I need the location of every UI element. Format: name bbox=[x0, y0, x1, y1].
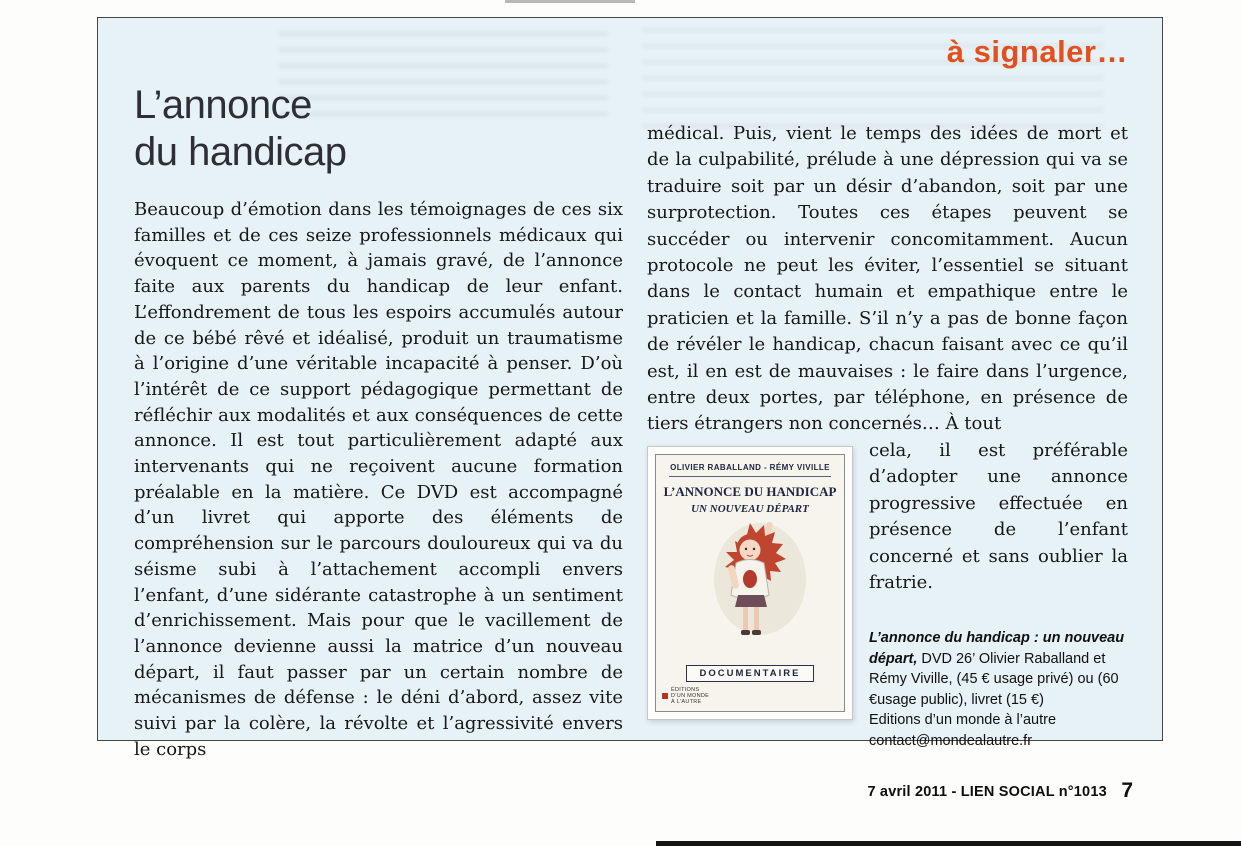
article-title bbox=[134, 82, 623, 176]
publisher-logo-text bbox=[671, 687, 709, 705]
scan-edge-artifact-bottom bbox=[656, 841, 1241, 846]
magazine-page bbox=[97, 17, 1163, 760]
page-footer bbox=[97, 779, 1163, 803]
left-column bbox=[134, 82, 623, 762]
dvd-title: L’ANNONCE DU HANDICAP bbox=[663, 483, 837, 499]
dvd-divider-rule bbox=[669, 476, 831, 477]
publisher-line2: D’UN MONDE bbox=[671, 692, 710, 699]
article-title-line1: L’annonce bbox=[134, 83, 312, 127]
footer-issue-label: 7 avril 2011 - LIEN SOCIAL n°1013 bbox=[867, 784, 1107, 800]
scan-edge-artifact-top bbox=[505, 0, 635, 3]
girl-illustration-svg bbox=[688, 517, 812, 647]
footer-page-number: 7 bbox=[1121, 779, 1133, 802]
dvd-genre-label: DOCUMENTAIRE bbox=[686, 665, 815, 682]
article-body-right-part1: médical. Puis, vient le temps des idées de mort et de la culpabilité, prélude à une dépression qui va se traduire soit par un désir d’abandon, soit par une surprotection. Toutes ces étapes peuvent se succéder ou intervenir concomitamment. Aucun protocole ne peut les éviter, l’essentiel se situant dans le contact humain et empathique entre le praticien et la famille. S’il n’y a pas de bonne façon de révéler le handicap, chacun faisant avec ce qu’il est, il en est de mauvaises : le faire dans l’urgence, entre deux portes, par téléphone, en présence de tiers étrangers non concernés… À tout bbox=[647, 123, 1128, 435]
reference-title: L’annonce du handicap : un nouveau départ, bbox=[869, 630, 1125, 667]
publisher-logo bbox=[662, 687, 709, 705]
dvd-authors: OLIVIER RABALLAND - RÉMY VIVILLE bbox=[670, 462, 830, 472]
section-label: à signaler… bbox=[946, 34, 1128, 69]
reference-details: DVD 26’ Olivier Raballand et Rémy Viville, (45 € usage privé) ou (60 €usage public), livret (15 €) bbox=[869, 650, 1119, 708]
publisher-line1: ÉDITIONS bbox=[671, 686, 700, 693]
publisher-line3: À L’AUTRE bbox=[671, 698, 702, 705]
right-column bbox=[647, 121, 1128, 751]
article-title-line2: du handicap bbox=[134, 130, 347, 174]
reference-block bbox=[869, 628, 1128, 751]
dvd-cover bbox=[655, 454, 845, 712]
reference-email: contact@mondealautre.fr bbox=[869, 732, 1033, 749]
publisher-logo-mark bbox=[662, 693, 668, 699]
dvd-subtitle: UN NOUVEAU DÉPART bbox=[691, 502, 809, 515]
reference-publisher: Editions d’un monde à l’autre bbox=[869, 712, 1057, 729]
cover-illustration bbox=[688, 517, 812, 651]
article-body-right-part2: cela, il est préférable d’adopter une annonce progressive effectuée en présence de l’enfant concerné et sans oublier la fratrie. bbox=[869, 439, 1128, 593]
dvd-cover-photo bbox=[647, 446, 853, 720]
article-body-left: Beaucoup d’émotion dans les témoignages de ces six familles et de ces seize professionnels médicaux qui évoquent ce moment, à jamais gravé, de l’annonce faite aux parents du handicap de leur enfant. L’effondrement de tous les espoirs accumulés autour de ce bébé rêvé et idéalisé, produit un traumatisme à l’origine d’une véritable incapacité à penser. D’où l’intérêt de ce support pédagogique permettant de réfléchir aux modalités et aux conséquences de cette annonce. Il est tout particulièrement adapté aux intervenants qui ne reçoivent aucune formation préalable en la matière. Ce DVD est accompagné d’un livret qui apporte des éléments de compréhension sur le parcours douloureux qui va du séisme subi à l’attachement accompli envers l’enfant, d’une sidérante catastrophe à un sentiment d’enrichissement. Mais pour que le vacillement de l’annonce devienne aussi la matrice d’un nouveau départ, il faut passer par un certain nombre de mécanismes de défense : le déni d’abord, assez vite suivi par la colère, la révolte et l’agressivité envers le corps bbox=[134, 199, 623, 760]
